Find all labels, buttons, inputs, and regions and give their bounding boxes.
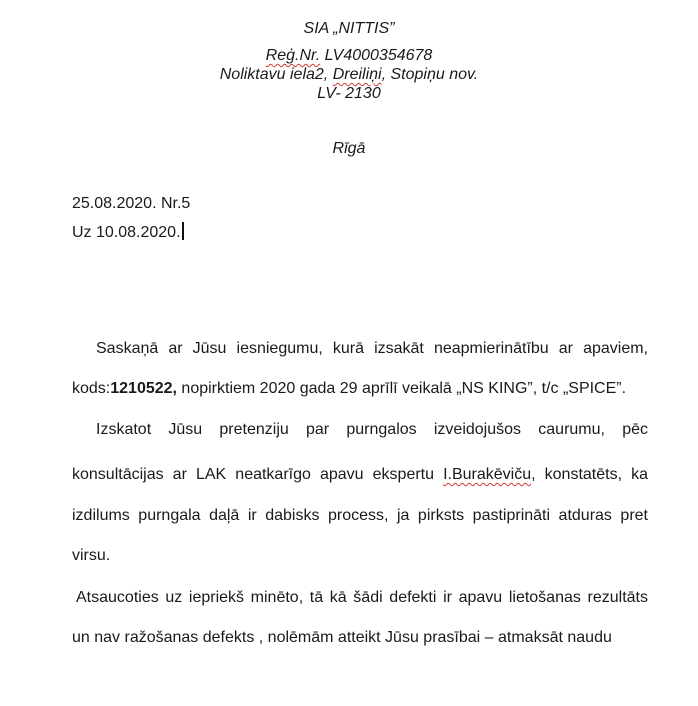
reply-reference[interactable] [72,222,184,243]
product-code: 1210522, [110,380,177,397]
finding-text: , konstatēts, ka [531,466,649,483]
company-address [0,65,698,84]
purchase-details: nopirktiem 2020 gada 29 aprīlī veikalā „NS KING”, t/c „SPICE”. [176,380,627,397]
consultation-text: konsultācijas ar LAK neatkarīgo apavu ekspertu [72,466,444,483]
registration-prefix: Reģ.Nr. [265,47,321,64]
paragraph-2-line-1: Izskatot Jūsu pretenziju par purngalos izveidojušos caurumu, pēc [96,421,648,438]
address-town: Dreiliņi [332,66,382,83]
city: Rīgā [332,140,366,157]
postcode: LV- 2130 [317,85,381,102]
paragraph-2-line-2 [72,465,648,485]
letter-date-number: 25.08.2020. Nr.5 [72,195,191,212]
paragraph-3-line-1: Atsaucoties uz iepriekš minēto, tā kā šādi defekti ir apavu lietošanas rezultāts [76,589,648,606]
paragraph-1-line-1: Saskaņā ar Jūsu iesniegumu, kurā izsakāt neapmierinātību ar apaviem, [96,340,648,357]
code-label: kods: [72,380,111,397]
paragraph-2-line-4: virsu. [72,547,111,564]
registration-value: LV4000354678 [320,47,433,64]
paragraph-1-line-2 [72,379,648,399]
text-cursor [182,222,184,240]
paragraph-2-line-3: izdilums purngala daļā ir dabisks process, ja pirksts pastiprināti atduras pret [72,507,648,524]
reply-reference-text: Uz 10.08.2020. [72,224,181,241]
paragraph-3-line-2: un nav ražošanas defekts , nolēmām atteikt Jūsu prasībai – atmaksāt naudu [72,629,612,646]
registration-number [0,46,698,65]
company-name: SIA „NITTIS” [303,20,395,37]
expert-name: I.Burakēviču [443,466,532,483]
address-street: Noliktavu iela2, [219,66,333,83]
address-county: , Stopiņu nov. [381,66,479,83]
